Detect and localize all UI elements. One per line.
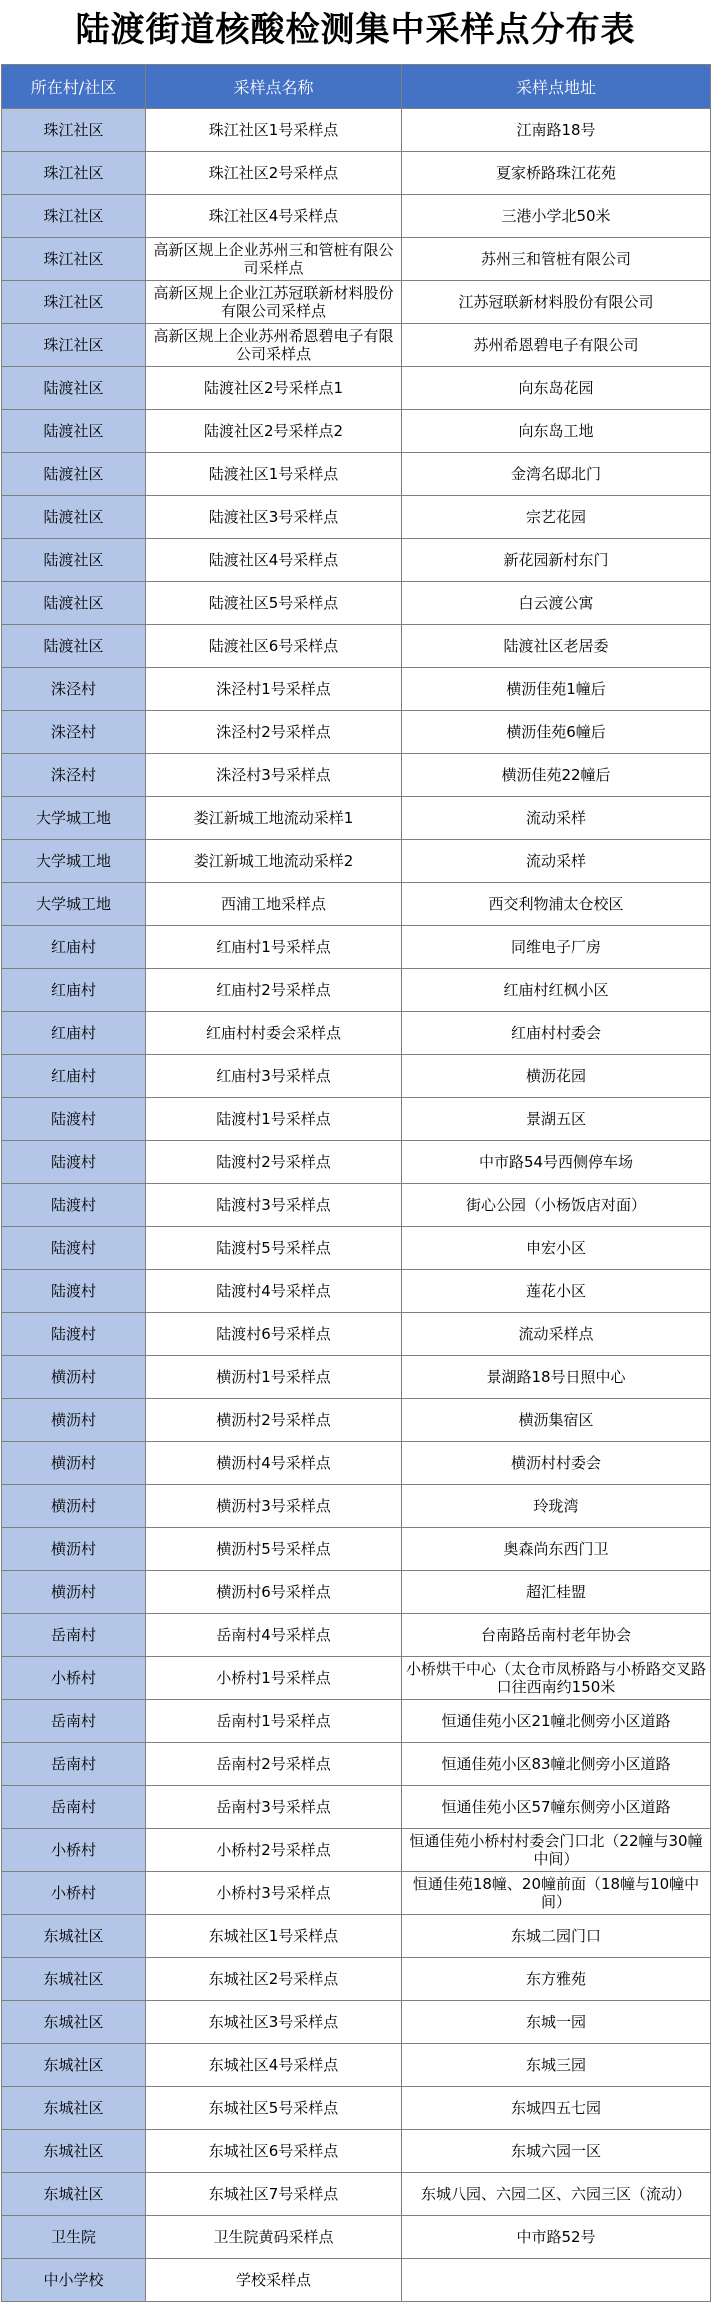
site-name-cell: 东城社区3号采样点 [146,2001,402,2044]
table-row [2,410,711,453]
table-row [2,1528,711,1571]
table-row [2,281,711,324]
village-cell: 横沥村 [2,1528,146,1571]
table-row [2,1786,711,1829]
village-cell: 中小学校 [2,2259,146,2302]
site-name-cell: 洙泾村2号采样点 [146,711,402,754]
table-row [2,539,711,582]
village-cell: 珠江社区 [2,195,146,238]
site-name-cell: 珠江社区4号采样点 [146,195,402,238]
site-address-cell: 恒通佳苑小桥村村委会门口北（22幢与30幢中间） [402,1829,711,1872]
table-row [2,496,711,539]
site-name-cell: 卫生院黄码采样点 [146,2216,402,2259]
site-name-cell: 陆渡社区4号采样点 [146,539,402,582]
site-address-cell: 街心公园（小杨饭店对面） [402,1184,711,1227]
site-address-cell: 景湖路18号日照中心 [402,1356,711,1399]
site-name-cell: 岳南村4号采样点 [146,1614,402,1657]
table-body [2,109,711,2302]
site-address-cell: 横沥佳苑1幢后 [402,668,711,711]
table-row [2,668,711,711]
site-name-cell: 洙泾村3号采样点 [146,754,402,797]
site-name-cell: 红庙村村委会采样点 [146,1012,402,1055]
table-row [2,1915,711,1958]
site-address-cell: 横沥佳苑6幢后 [402,711,711,754]
village-cell: 小桥村 [2,1829,146,1872]
village-cell: 陆渡村 [2,1270,146,1313]
village-cell: 大学城工地 [2,797,146,840]
site-name-cell: 横沥村2号采样点 [146,1399,402,1442]
site-name-cell: 红庙村1号采样点 [146,926,402,969]
village-cell: 横沥村 [2,1571,146,1614]
village-cell: 红庙村 [2,1055,146,1098]
table-row [2,1399,711,1442]
table-header [2,65,711,109]
village-cell: 陆渡村 [2,1227,146,1270]
village-cell: 陆渡社区 [2,539,146,582]
site-address-cell: 恒通佳苑小区57幢东侧旁小区道路 [402,1786,711,1829]
site-name-cell: 横沥村6号采样点 [146,1571,402,1614]
table-row [2,969,711,1012]
village-cell: 洙泾村 [2,668,146,711]
site-name-cell: 东城社区7号采样点 [146,2173,402,2216]
village-cell: 陆渡社区 [2,367,146,410]
site-address-cell: 新花园新村东门 [402,539,711,582]
table-row [2,2001,711,2044]
table-row [2,1141,711,1184]
village-cell: 卫生院 [2,2216,146,2259]
site-name-cell: 小桥村2号采样点 [146,1829,402,1872]
table-row [2,2259,711,2302]
table-row [2,2216,711,2259]
village-cell: 珠江社区 [2,109,146,152]
site-name-cell: 珠江社区2号采样点 [146,152,402,195]
site-address-cell: 东城六园一区 [402,2130,711,2173]
village-cell: 陆渡社区 [2,496,146,539]
site-name-cell: 岳南村2号采样点 [146,1743,402,1786]
site-name-cell: 横沥村3号采样点 [146,1485,402,1528]
table-row [2,2044,711,2087]
site-address-cell: 中市路52号 [402,2216,711,2259]
site-name-cell: 陆渡村6号采样点 [146,1313,402,1356]
site-address-cell: 东城三园 [402,2044,711,2087]
village-cell: 陆渡社区 [2,625,146,668]
site-address-cell: 金湾名邸北门 [402,453,711,496]
table-row [2,1657,711,1700]
table-row [2,1442,711,1485]
site-address-cell: 恒通佳苑小区21幢北侧旁小区道路 [402,1700,711,1743]
site-name-cell: 陆渡村3号采样点 [146,1184,402,1227]
table-row [2,238,711,281]
village-cell: 岳南村 [2,1614,146,1657]
table-row [2,1313,711,1356]
page-title: 陆渡街道核酸检测集中采样点分布表 [75,10,636,50]
village-cell: 横沥村 [2,1442,146,1485]
village-cell: 岳南村 [2,1700,146,1743]
village-cell: 陆渡社区 [2,453,146,496]
village-cell: 横沥村 [2,1356,146,1399]
site-name-cell: 陆渡社区5号采样点 [146,582,402,625]
village-cell: 小桥村 [2,1657,146,1700]
village-cell: 珠江社区 [2,281,146,324]
village-cell: 红庙村 [2,1012,146,1055]
header-site-address: 采样点地址 [402,65,711,109]
table-row [2,1184,711,1227]
table-row [2,1829,711,1872]
site-address-cell: 宗艺花园 [402,496,711,539]
village-cell: 东城社区 [2,2001,146,2044]
site-address-cell: 横沥花园 [402,1055,711,1098]
site-name-cell: 陆渡社区6号采样点 [146,625,402,668]
site-address-cell [402,2259,711,2302]
table-row [2,2087,711,2130]
site-name-cell: 东城社区1号采样点 [146,1915,402,1958]
village-cell: 珠江社区 [2,238,146,281]
site-name-cell: 洙泾村1号采样点 [146,668,402,711]
village-cell: 红庙村 [2,969,146,1012]
village-cell: 洙泾村 [2,711,146,754]
table-row [2,453,711,496]
village-cell: 陆渡村 [2,1184,146,1227]
site-address-cell: 横沥村村委会 [402,1442,711,1485]
site-name-cell: 小桥村3号采样点 [146,1872,402,1915]
site-name-cell: 横沥村5号采样点 [146,1528,402,1571]
site-address-cell: 景湖五区 [402,1098,711,1141]
site-address-cell: 横沥集宿区 [402,1399,711,1442]
site-name-cell: 横沥村1号采样点 [146,1356,402,1399]
site-address-cell: 流动采样 [402,840,711,883]
site-name-cell: 东城社区5号采样点 [146,2087,402,2130]
table-row [2,1958,711,2001]
village-cell: 东城社区 [2,2173,146,2216]
table-row [2,367,711,410]
site-address-cell: 奥森尚东西门卫 [402,1528,711,1571]
site-name-cell: 高新区规上企业江苏冠联新材料股份有限公司采样点 [146,281,402,324]
village-cell: 珠江社区 [2,324,146,367]
village-cell: 红庙村 [2,926,146,969]
site-name-cell: 红庙村2号采样点 [146,969,402,1012]
site-name-cell: 陆渡村1号采样点 [146,1098,402,1141]
site-address-cell: 申宏小区 [402,1227,711,1270]
village-cell: 陆渡社区 [2,582,146,625]
table-row [2,1270,711,1313]
site-address-cell: 西交利物浦太仓校区 [402,883,711,926]
site-address-cell: 红庙村村委会 [402,1012,711,1055]
site-name-cell: 红庙村3号采样点 [146,1055,402,1098]
site-address-cell: 莲花小区 [402,1270,711,1313]
table-row [2,195,711,238]
site-address-cell: 同维电子厂房 [402,926,711,969]
site-name-cell: 小桥村1号采样点 [146,1657,402,1700]
table-row [2,711,711,754]
site-name-cell: 陆渡社区2号采样点2 [146,410,402,453]
site-address-cell: 恒通佳苑18幢、20幢前面（18幢与10幢中间） [402,1872,711,1915]
table-row [2,840,711,883]
village-cell: 岳南村 [2,1743,146,1786]
table-row [2,1098,711,1141]
village-cell: 珠江社区 [2,152,146,195]
site-name-cell: 横沥村4号采样点 [146,1442,402,1485]
table-row [2,797,711,840]
site-name-cell: 高新区规上企业苏州希恩碧电子有限公司采样点 [146,324,402,367]
site-address-cell: 东城一园 [402,2001,711,2044]
site-name-cell: 东城社区6号采样点 [146,2130,402,2173]
site-address-cell: 向东岛花园 [402,367,711,410]
village-cell: 陆渡村 [2,1141,146,1184]
table-row [2,1700,711,1743]
table-row [2,754,711,797]
site-address-cell: 超汇桂盟 [402,1571,711,1614]
village-cell: 陆渡村 [2,1313,146,1356]
village-cell: 东城社区 [2,1958,146,2001]
site-name-cell: 陆渡社区1号采样点 [146,453,402,496]
site-address-cell: 中市路54号西侧停车场 [402,1141,711,1184]
site-address-cell: 苏州三和管桩有限公司 [402,238,711,281]
site-address-cell: 向东岛工地 [402,410,711,453]
sampling-sites-table [1,64,711,2302]
table-row [2,582,711,625]
site-address-cell: 江南路18号 [402,109,711,152]
table-row [2,152,711,195]
table-row [2,1012,711,1055]
site-address-cell: 江苏冠联新材料股份有限公司 [402,281,711,324]
site-name-cell: 岳南村3号采样点 [146,1786,402,1829]
site-address-cell: 东城四五七园 [402,2087,711,2130]
table-row [2,1356,711,1399]
village-cell: 横沥村 [2,1485,146,1528]
table-row [2,324,711,367]
site-address-cell: 夏家桥路珠江花苑 [402,152,711,195]
site-name-cell: 高新区规上企业苏州三和管桩有限公司采样点 [146,238,402,281]
site-name-cell: 陆渡社区3号采样点 [146,496,402,539]
village-cell: 东城社区 [2,2130,146,2173]
site-name-cell: 珠江社区1号采样点 [146,109,402,152]
village-cell: 大学城工地 [2,840,146,883]
village-cell: 横沥村 [2,1399,146,1442]
site-name-cell: 东城社区4号采样点 [146,2044,402,2087]
site-address-cell: 恒通佳苑小区83幢北侧旁小区道路 [402,1743,711,1786]
site-name-cell: 西浦工地采样点 [146,883,402,926]
village-cell: 洙泾村 [2,754,146,797]
village-cell: 陆渡社区 [2,410,146,453]
site-address-cell: 玲珑湾 [402,1485,711,1528]
table-row [2,926,711,969]
site-name-cell: 娄江新城工地流动采样2 [146,840,402,883]
site-address-cell: 苏州希恩碧电子有限公司 [402,324,711,367]
village-cell: 大学城工地 [2,883,146,926]
site-name-cell: 陆渡村5号采样点 [146,1227,402,1270]
table-row [2,1055,711,1098]
table-row [2,109,711,152]
village-cell: 小桥村 [2,1872,146,1915]
site-name-cell: 岳南村1号采样点 [146,1700,402,1743]
site-name-cell: 娄江新城工地流动采样1 [146,797,402,840]
table-row [2,1571,711,1614]
site-address-cell: 东城八园、六园二区、六园三区（流动） [402,2173,711,2216]
site-address-cell: 三港小学北50米 [402,195,711,238]
site-address-cell: 小桥烘干中心（太仓市凤桥路与小桥路交叉路口往西南约150米 [402,1657,711,1700]
site-address-cell: 红庙村红枫小区 [402,969,711,1012]
header-row [2,65,711,109]
village-cell: 东城社区 [2,2044,146,2087]
table-row [2,1227,711,1270]
table-row [2,1485,711,1528]
header-village: 所在村/社区 [2,65,146,109]
table-row [2,1743,711,1786]
table-row [2,1614,711,1657]
header-site-name: 采样点名称 [146,65,402,109]
table-row [2,2173,711,2216]
site-name-cell: 学校采样点 [146,2259,402,2302]
site-address-cell: 陆渡社区老居委 [402,625,711,668]
site-address-cell: 台南路岳南村老年协会 [402,1614,711,1657]
site-address-cell: 流动采样 [402,797,711,840]
site-name-cell: 陆渡村4号采样点 [146,1270,402,1313]
site-address-cell: 东城二园门口 [402,1915,711,1958]
village-cell: 东城社区 [2,2087,146,2130]
table-row [2,625,711,668]
site-name-cell: 陆渡村2号采样点 [146,1141,402,1184]
site-address-cell: 流动采样点 [402,1313,711,1356]
table-row [2,2130,711,2173]
site-address-cell: 横沥佳苑22幢后 [402,754,711,797]
village-cell: 陆渡村 [2,1098,146,1141]
site-name-cell: 东城社区2号采样点 [146,1958,402,2001]
village-cell: 岳南村 [2,1786,146,1829]
site-name-cell: 陆渡社区2号采样点1 [146,367,402,410]
village-cell: 东城社区 [2,1915,146,1958]
table-row [2,1872,711,1915]
site-address-cell: 白云渡公寓 [402,582,711,625]
table-row [2,883,711,926]
site-address-cell: 东方雅苑 [402,1958,711,2001]
